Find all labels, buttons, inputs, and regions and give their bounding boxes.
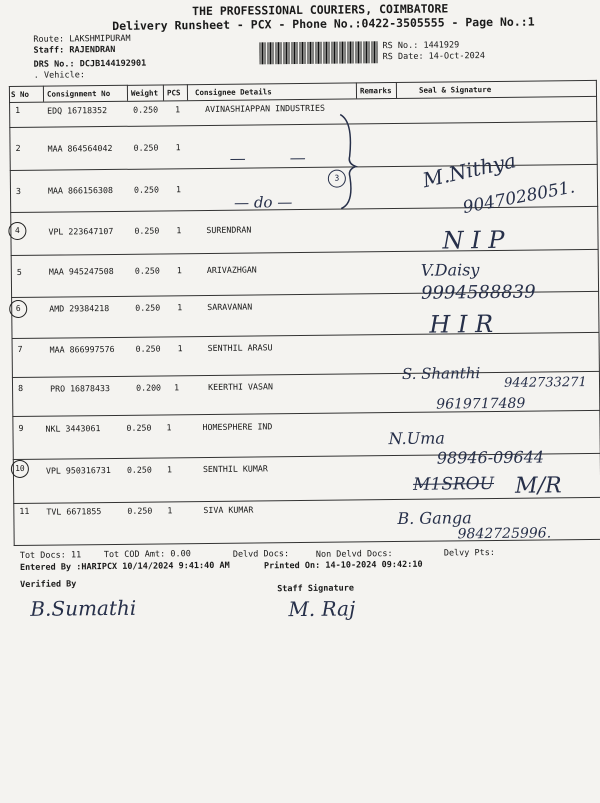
row-consignment: AMD 29384218 — [49, 303, 110, 314]
row-consignment: PRO 16878433 — [50, 383, 111, 394]
row-pcs: 1 — [176, 225, 182, 236]
struck-remark-row10: M1SROU — [412, 473, 495, 495]
printed-on: Printed On: 14-10-2024 09:42:10 — [263, 559, 423, 572]
verified-by-label: Verified By — [20, 579, 77, 590]
route-label: Route: LAKSHMIPURAM — [33, 33, 131, 45]
row-consignment: EDQ 16718352 — [47, 105, 108, 116]
col-consignee: Consignee Details — [194, 87, 272, 98]
row-consignment: MAA 864564042 — [47, 142, 113, 154]
row-sno: 8 — [17, 382, 24, 393]
row-sno: 9 — [18, 422, 24, 433]
col-sno: S No — [10, 89, 30, 100]
row-consignment: NKL 3443061 — [45, 423, 101, 434]
row-weight: 0.250 — [133, 142, 159, 153]
signature-row11: B. Ganga — [397, 508, 472, 529]
entered-by: Entered By :HARIPCX 10/14/2024 9:41:40 AM — [19, 560, 230, 573]
row-weight: 0.250 — [126, 422, 152, 433]
row-consignment: VPL 223647107 — [48, 225, 114, 237]
row-pcs: 1 — [177, 343, 183, 354]
row-consignee: HOMESPHERE IND — [202, 421, 273, 433]
runsheet-title: Delivery Runsheet - PCX - Phone No.:0422-3505555 - Page No.:1 — [112, 14, 535, 33]
company-title: THE PROFESSIONAL COURIERS, COIMBATORE — [192, 1, 449, 19]
ditto-dash: — — [229, 148, 246, 168]
row-weight: 0.250 — [133, 184, 160, 195]
phone-row6: 9994588839 — [420, 281, 536, 304]
row-pcs: 1 — [166, 422, 172, 433]
phone-row11: 9842725996. — [457, 525, 552, 543]
staff-signature-label: Staff Signature — [277, 583, 354, 595]
row-consignee: KEERTHI VASAN — [207, 381, 274, 392]
barcode — [259, 41, 377, 64]
row-consignee: AVINASHIAPPAN INDUSTRIES — [205, 102, 326, 114]
staff-label: Staff: RAJENDRAN — [33, 44, 116, 56]
row-weight: 0.250 — [126, 464, 152, 475]
row-sno: 2 — [15, 142, 21, 153]
row-sno: 3 — [15, 185, 22, 196]
row-sno: 7 — [17, 343, 23, 354]
rs-number: RS No.: 1441929 — [382, 40, 460, 52]
row-sno: 5 — [16, 266, 22, 277]
staff-signature: M. Raj — [288, 596, 356, 622]
row-consignment: MAA 866997576 — [49, 343, 115, 355]
row-pcs: 1 — [175, 104, 181, 115]
row-pcs: 1 — [175, 142, 181, 153]
signature-row9: N.Uma — [388, 428, 445, 449]
total-cod-amount: Tot COD Amt: 0.00 — [103, 549, 191, 561]
row-consignee: SURENDRAN — [206, 224, 252, 235]
rs-date: RS Date: 14-Oct-2024 — [382, 51, 486, 63]
row-sno-circled: 10 — [11, 460, 29, 478]
mr-row10: M/R — [514, 473, 562, 499]
row-pcs: 1 — [175, 184, 182, 195]
drs-number: DRS No.: DCJB144192901 — [33, 58, 147, 70]
row-weight: 0.250 — [134, 265, 160, 276]
row-weight: 0.250 — [127, 505, 153, 516]
row-pcs: 1 — [173, 382, 180, 393]
phone-row3: 9047028051. — [461, 177, 577, 218]
row-weight: 0.250 — [133, 104, 159, 115]
signature-row5: V.Daisy — [420, 260, 480, 280]
row-sno: 1 — [15, 104, 21, 115]
col-weight: Weight — [130, 88, 159, 98]
row-consignee: SARAVANAN — [207, 301, 253, 312]
row-sno-circled: 6 — [9, 300, 27, 318]
vehicle-label: . Vehicle: — [33, 70, 86, 81]
col-seal-signature: Seal & Signature — [418, 85, 492, 95]
ditto-count: 3 — [328, 170, 346, 188]
row-pcs: 1 — [177, 302, 183, 313]
total-docs: Tot Docs: 11 — [19, 550, 82, 561]
row-consignment: TVL 6671855 — [46, 506, 102, 517]
row-consignee: SENTHIL ARASU — [207, 342, 273, 353]
row-consignment: MAA 866156308 — [47, 184, 113, 196]
row-sno-circled: 4 — [8, 222, 26, 240]
col-consignment: Consignment No — [46, 88, 111, 99]
delivered-docs: Delvd Docs: — [232, 549, 290, 560]
row-pcs: 1 — [176, 265, 182, 276]
row-consignment: VPL 950316731 — [45, 465, 111, 476]
row-consignee: ARIVAZHGAN — [206, 264, 257, 275]
np-row4: N I P — [442, 225, 505, 255]
ditto-bracket-icon — [337, 111, 360, 211]
phone-row8b: 9619717489 — [436, 395, 526, 413]
col-pcs: PCS — [166, 88, 181, 98]
row-weight: 0.250 — [134, 225, 160, 236]
signature-row3: M.Nithya — [420, 148, 519, 193]
row-consignee: SENTHIL KUMAR — [202, 463, 268, 475]
hr-row6: H I R — [429, 309, 494, 339]
row-weight: 0.250 — [135, 302, 161, 313]
row-pcs: 1 — [167, 505, 173, 516]
row-consignment: MAA 945247508 — [48, 265, 114, 277]
row-weight: 0.200 — [135, 382, 162, 393]
non-delivered-docs: Non Delvd Docs: — [315, 549, 393, 560]
row-pcs: 1 — [166, 464, 172, 475]
ditto-dash: — — [289, 147, 306, 168]
signature-row8: S. Shanthi — [401, 364, 481, 383]
row-consignee: SIVA KUMAR — [203, 504, 254, 516]
row-weight: 0.250 — [135, 343, 161, 354]
col-remarks: Remarks — [359, 86, 392, 96]
ditto-do: — do — — [234, 193, 293, 212]
row-sno: 11 — [19, 505, 30, 516]
delivery-points: Delvy Pts: — [443, 547, 496, 559]
phone-row8a: 9442733271 — [503, 375, 587, 391]
phone-row9: 98946-09644 — [436, 447, 545, 468]
verified-signature: B.Sumathi — [30, 595, 137, 621]
